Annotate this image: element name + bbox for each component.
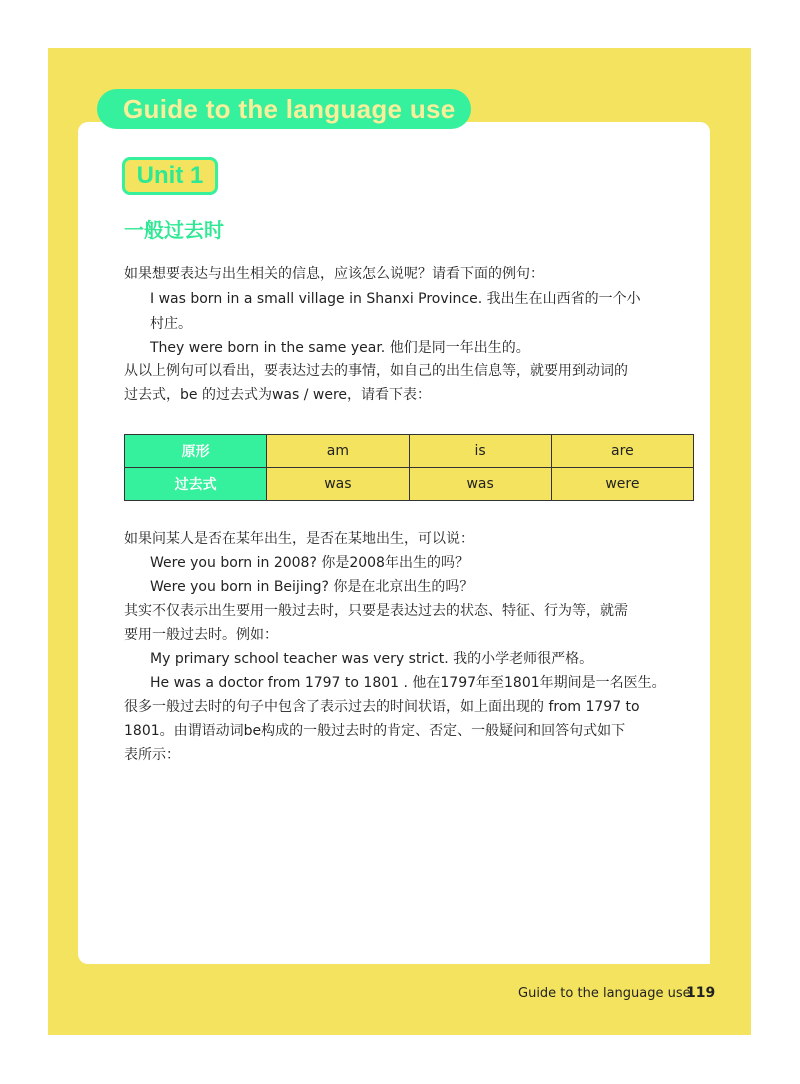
paragraph: 过去式，be 的过去式为was / were，请看下表：: [124, 387, 432, 403]
past-tense-table: [124, 434, 694, 496]
example-sentence: Were you born in 2008? 你是2008年出生的吗？: [150, 555, 469, 571]
paragraph: 其实不仅表示出生要用一般过去时，只要是表达过去的状态、特征、行为等，就需: [124, 603, 628, 619]
paragraph: 如果想要表达与出生相关的信息，应该怎么说呢？请看下面的例句：: [124, 266, 544, 282]
example-sentence: They were born in the same year. 他们是同一年出生的。: [150, 340, 530, 356]
table-row: [125, 435, 694, 468]
row-header: 原形: [125, 435, 267, 468]
paragraph: 从以上例句可以看出，要表达过去的事情，如自己的出生信息等，就要用到动词的: [124, 363, 628, 379]
paragraph: 很多一般过去时的句子中包含了表示过去的时间状语，如上面出现的 from 1797 to: [124, 699, 640, 715]
example-sentence: He was a doctor from 1797 to 1801 . 他在1797年至1801年期间是一名医生。: [150, 675, 666, 691]
example-sentence: My primary school teacher was very strict. 我的小学老师很严格。: [150, 651, 594, 667]
paragraph: 1801。由谓语动词be构成的一般过去时的肯定、否定、一般疑问和回答句式如下: [124, 723, 626, 739]
table-cell: was: [267, 468, 409, 501]
row-header: 过去式: [125, 468, 267, 501]
table-cell: are: [551, 435, 693, 468]
page-number: 119: [686, 985, 716, 1001]
paragraph: 如果问某人是否在某年出生，是否在某地出生，可以说：: [124, 531, 474, 547]
table-cell: were: [551, 468, 693, 501]
title-banner: [97, 89, 471, 129]
paragraph: 表所示：: [124, 747, 180, 763]
section-heading: 一般过去时: [124, 218, 224, 242]
table-cell: was: [409, 468, 551, 501]
table-cell: am: [267, 435, 409, 468]
table-cell: is: [409, 435, 551, 468]
table-row: [125, 468, 694, 501]
footer-title: Guide to the language use: [518, 986, 691, 1001]
page-title: Guide to the language use: [123, 93, 456, 124]
paragraph: 要用一般过去时。例如：: [124, 627, 278, 643]
example-sentence: I was born in a small village in Shanxi Province. 我出生在山西省的一个小: [150, 291, 641, 307]
unit-label: Unit 1: [136, 162, 204, 189]
unit-badge: [122, 157, 218, 195]
example-sentence: Were you born in Beijing? 你是在北京出生的吗？: [150, 579, 474, 595]
example-sentence: 村庄。: [150, 316, 192, 332]
